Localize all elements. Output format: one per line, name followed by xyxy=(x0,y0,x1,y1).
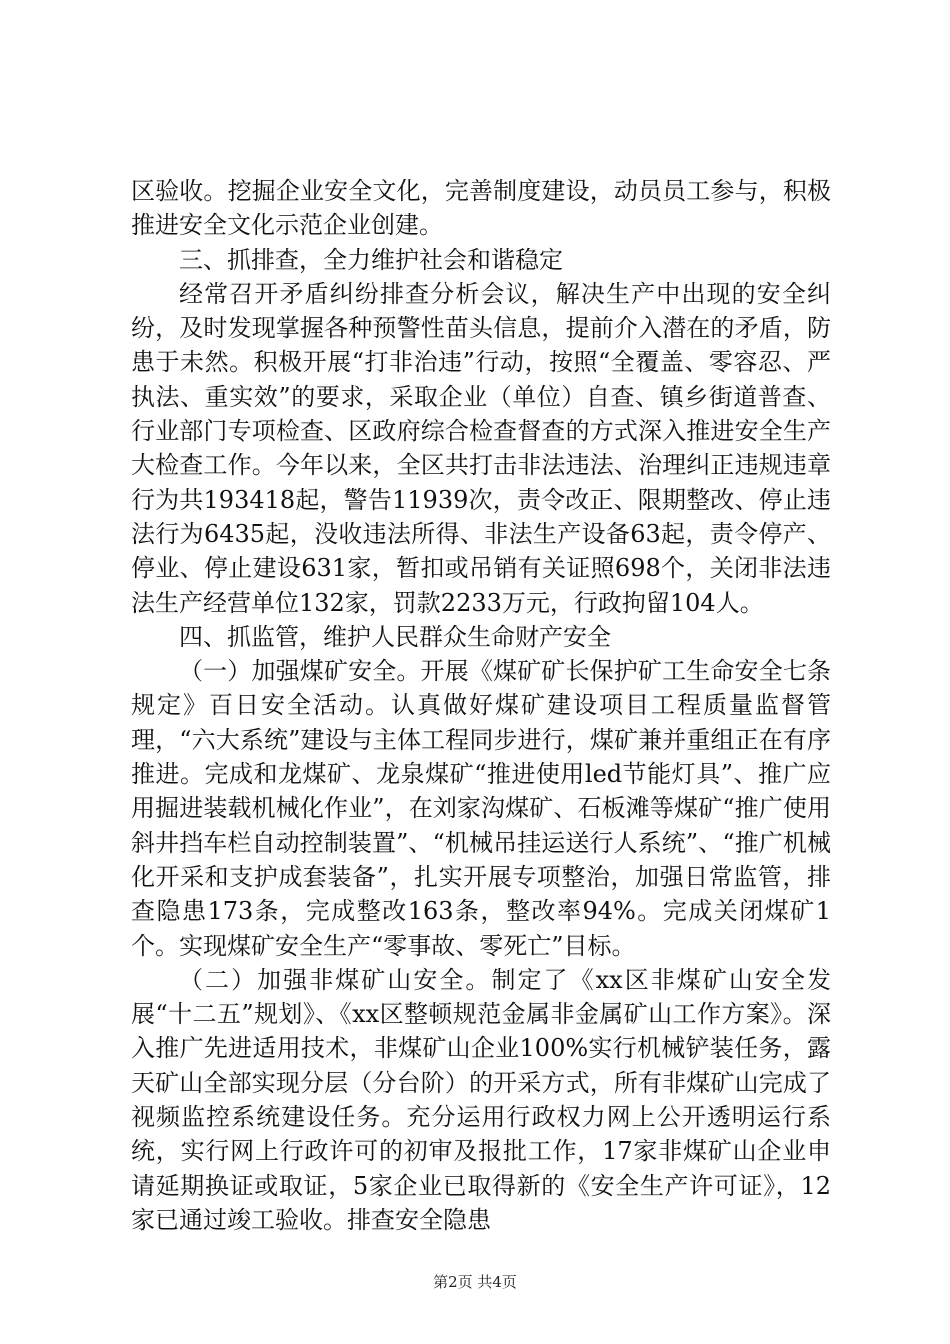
document-body xyxy=(131,174,831,1237)
paragraph-non-coal-mine-safety: （二）加强非煤矿山安全。制定了《xx区非煤矿山安全发展“十二五”规划》、《xx区整顿规范金属非金属矿山工作方案》。深入推广先进适用技术，非煤矿山企业100%实行机械铲装任务，露天矿山全部实现分层（分台阶）的开采方式，所有非煤矿山完成了视频监控系统建设任务。充分运用行政权力网上公开透明运行系统，实行网上行政许可的初审及报批工作，17家非煤矿山企业申请延期换证或取证，5家企业已取得新的《安全生产许可证》，12家已通过竣工验收。排查安全隐患 xyxy=(131,965,831,1234)
page-footer: 第2页 共4页 xyxy=(433,1273,517,1291)
section-heading-4: 四、抓监管，维护人民群众生命财产安全 xyxy=(179,622,611,651)
paragraph-investigation: 经常召开矛盾纠纷排查分析会议，解决生产中出现的安全纠纷，及时发现掌握各种预警性苗头信息，提前介入潜在的矛盾，防患于未然。积极开展“打非治违”行动，按照“全覆盖、零容忍、严执法、重实效”的要求，采取企业（单位）自查、镇乡街道普查、行业部门专项检查、区政府综合检查督查的方式深入推进安全生产大检查工作。今年以来，全区共打击非法违法、治理纠正违规违章行为共193418起，警告11939次，责令改正、限期整改、停止违法行为6435起，没收违法所得、非法生产设备63起，责令停产、停业、停止建设631家，暂扣或吊销有关证照698个，关闭非法违法生产经营单位132家，罚款2233万元，行政拘留104人。 xyxy=(131,279,831,617)
section-heading-3: 三、抓排查，全力维护社会和谐稳定 xyxy=(179,245,563,274)
paragraph-coal-mine-safety: （一）加强煤矿安全。开展《煤矿矿长保护矿工生命安全七条规定》百日安全活动。认真做好煤矿建设项目工程质量监督管理，“六大系统”建设与主体工程同步进行，煤矿兼并重组正在有序推进。完成和龙煤矿、龙泉煤矿“推进使用led节能灯具”、推广应用掘进装载机械化作业”，在刘家沟煤矿、石板滩等煤矿“推广使用斜井挡车栏自动控制装置”、“机械吊挂运送行人系统”、“推广机械化开采和支护成套装备”，扎实开展专项整治，加强日常监管，排查隐患173条，完成整改163条，整改率94%。完成关闭煤矿1个。实现煤矿安全生产“零事故、零死亡”目标。 xyxy=(131,657,831,960)
paragraph-continuation: 区验收。挖掘企业安全文化，完善制度建设，动员员工参与，积极推进安全文化示范企业创建。 xyxy=(131,177,831,240)
